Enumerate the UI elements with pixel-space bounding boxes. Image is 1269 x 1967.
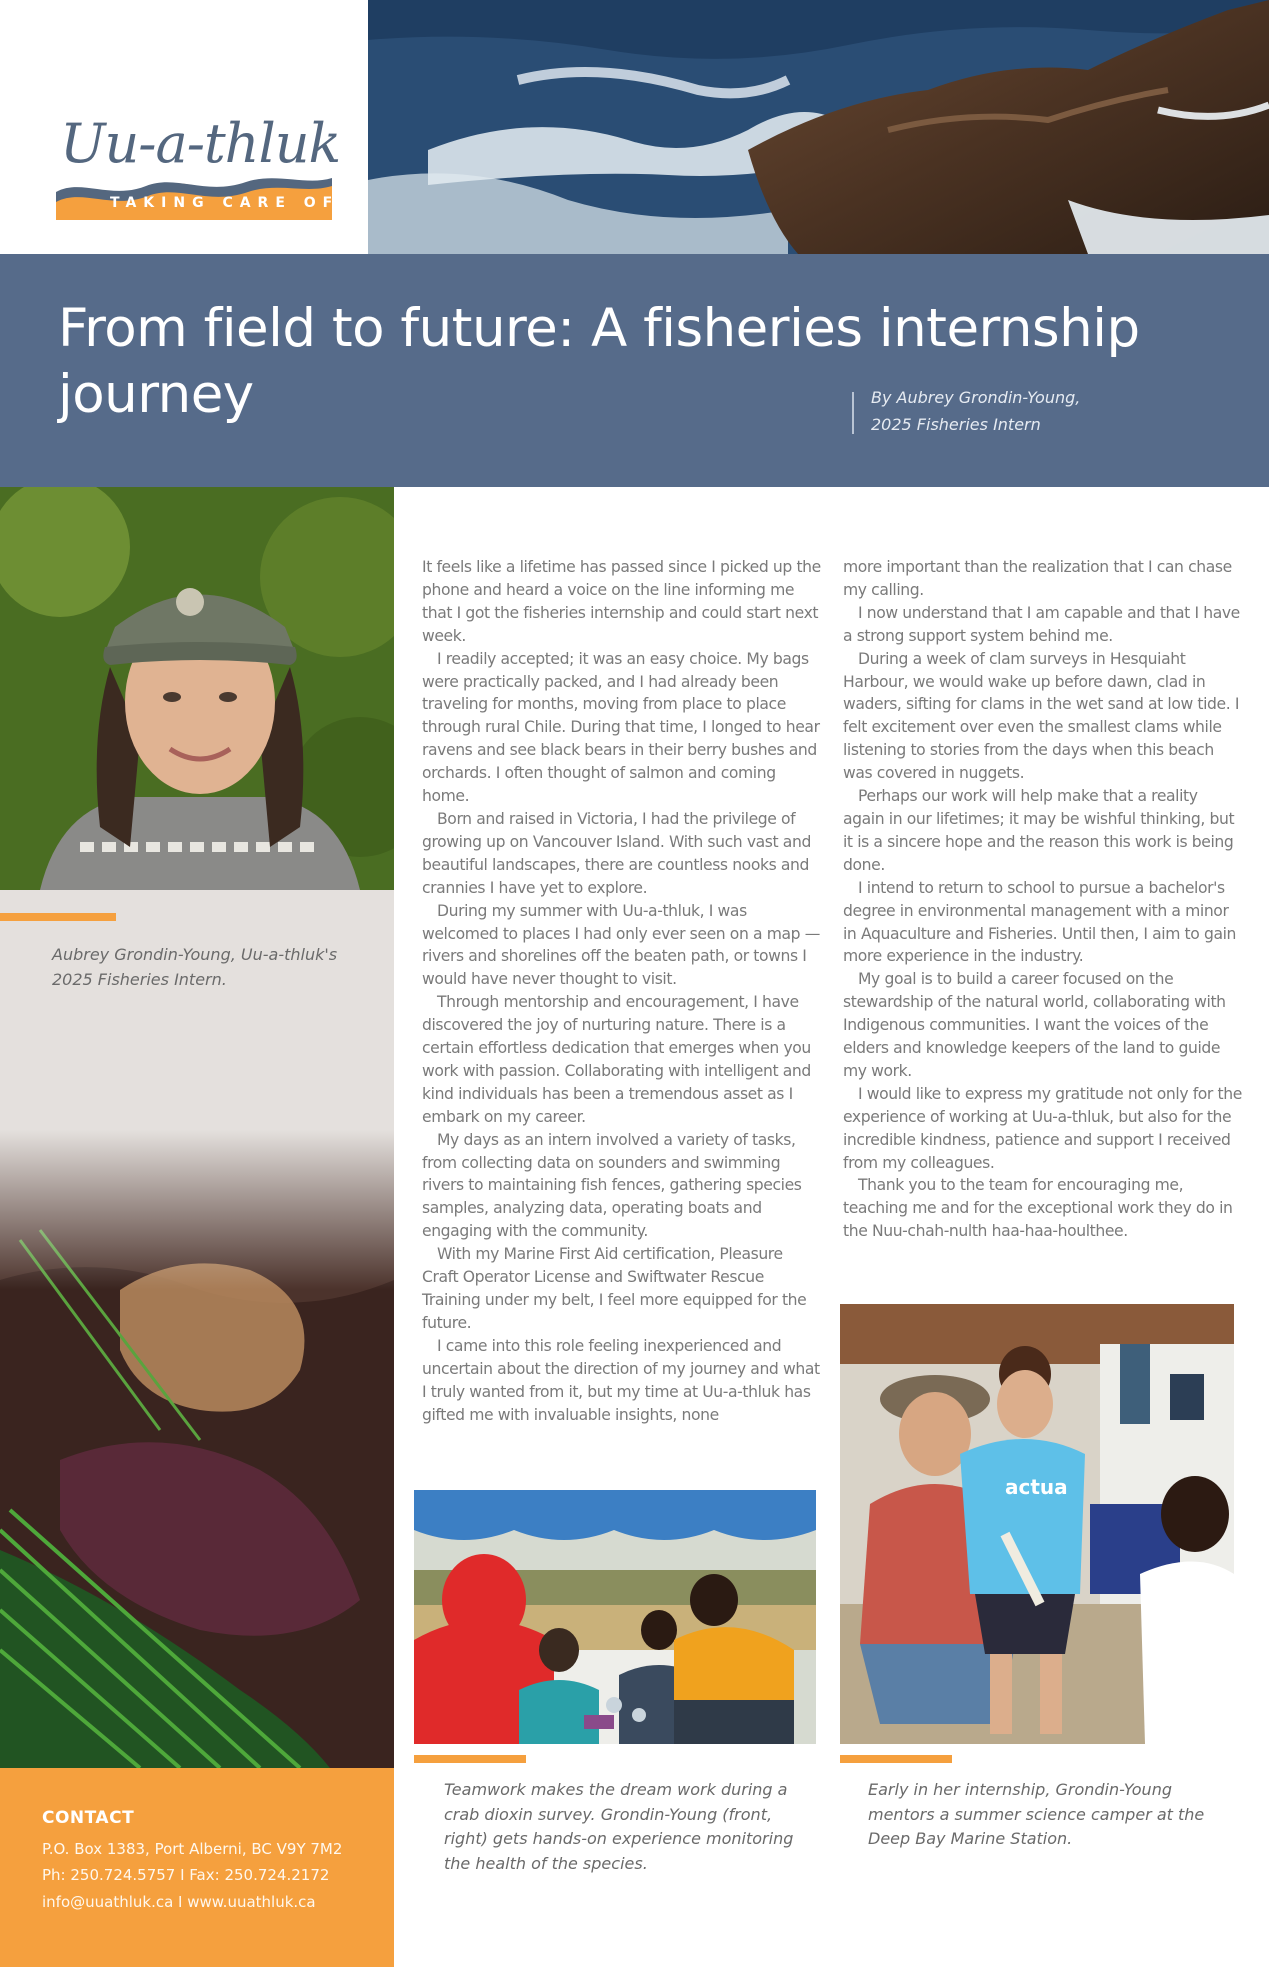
portrait-illustration [0, 487, 394, 890]
article-paragraph: I intend to return to school to pursue a bachelor's degree in environmental management with a minor in Aquaculture and Fisheries. Until then, I aim to gain more experience in the industry. [843, 878, 1237, 966]
article-paragraph: My goal is to build a career focused on the stewardship of the natural world, collaborating with Indigenous communities. I want the voices of the elders and knowledge keepers of the land to guide my work. [843, 970, 1226, 1080]
article-paragraph: During a week of clam surveys in Hesquiaht Harbour, we would wake up before dawn, clad in waders, sifting for clams in the wet sand at low tide. I felt excitement over even the smallest clams while listening to stories from the days when this beach was covered in nuggets. [843, 649, 1240, 783]
article-paragraph: Through mentorship and encouragement, I have discovered the joy of nurturing nature. There is a certain effortless dedication that emerges when you work with passion. Collaborating with intelligent and kind individuals has been a tremendous asset as I embark on my career. [422, 993, 811, 1126]
crab-survey-illustration [414, 1490, 816, 1744]
camp-photo-caption: Early in her internship, Grondin-Young mentors a summer science camper at the Deep Bay Marine Station. [868, 1780, 1205, 1848]
contact-email-web: info@uuathluk.ca I www.uuathluk.ca [42, 1893, 316, 1911]
crab-survey-photo [414, 1490, 816, 1744]
article-title: From field to future: A fisheries internship journey [58, 298, 1140, 425]
article-paragraph: During my summer with Uu-a-thluk, I was welcomed to places I had only ever seen on a map — rivers and shorelines off the beaten path, or towns I would have never thought to visit. [422, 901, 820, 989]
contact-title: CONTACT [42, 1808, 135, 1828]
byline-divider [852, 392, 854, 434]
contact-phone-fax: Ph: 250.724.5757 I Fax: 250.724.2172 [42, 1866, 330, 1884]
article-column-1 [422, 556, 822, 1426]
seaweed-illustration [0, 1130, 394, 1768]
article-paragraph: I now understand that I am capable and that I have a strong support system behind me. [843, 603, 1240, 645]
article-paragraph: Thank you to the team for encouraging me, teaching me and for the exceptional work they do in the Nuu-chah-nulth haa-haa-houlthee. [843, 1176, 1233, 1241]
article-column-2 [843, 556, 1243, 1243]
article-paragraph: I would like to express my gratitude not only for the experience of working at Uu-a-thluk, but also for the incredible kindness, patience and support I received from my colleagues. [843, 1084, 1242, 1172]
byline-author: By Aubrey Grondin-Young, [871, 388, 1081, 407]
article-paragraph: I came into this role feeling inexperienced and uncertain about the direction of my journey and what I truly wanted from it, but my time at Uu-a-thluk has gifted me with invaluable insights, none [422, 1336, 820, 1424]
article-paragraph: Perhaps our work will help make that a reality again in our lifetimes; it may be wishful thinking, but it is a sincere hope and the reason this work is being done. [843, 787, 1235, 874]
science-camp-illustration [840, 1304, 1234, 1744]
crab-photo-caption: Teamwork makes the dream work during a crab dioxin survey. Grondin-Young (front, right) gets hands-on experience monitoring the health of the species. [444, 1780, 794, 1873]
byline-role: 2025 Fisheries Intern [871, 415, 1041, 434]
article-paragraph: Born and raised in Victoria, I had the privilege of growing up on Vancouver Island. With such vast and beautiful landscapes, there are countless nooks and crannies I have yet to explore. [422, 809, 811, 897]
article-paragraph: It feels like a lifetime has passed since I picked up the phone and heard a voice on the line informing me that I got the fisheries internship and could start next week. [422, 558, 821, 645]
camp-caption-accent [840, 1755, 952, 1763]
camp-shirt-logo: actua [1005, 1475, 1068, 1499]
portrait-caption-line-2: 2025 Fisheries Intern. [52, 970, 227, 989]
portrait-photo [0, 487, 394, 890]
crab-caption-accent [414, 1755, 526, 1763]
contact-address: P.O. Box 1383, Port Alberni, BC V9Y 7M2 [42, 1840, 343, 1858]
article-paragraph: My days as an intern involved a variety of tasks, from collecting data on sounders and swimming rivers to maintaining fish fences, gathering species samples, analyzing data, operating boats and engaging with the community. [422, 1130, 802, 1241]
logo-tagline: TAKING CARE OF [110, 195, 340, 211]
article-paragraph: I readily accepted; it was an easy choice. My bags were practically packed, and I had already been traveling for months, moving from place to place through rural Chile. During that time, I longed to hear ravens and see black bears in their berry bushes and orchards. I often thought of salmon and coming home. [422, 649, 820, 806]
article-byline [871, 384, 1080, 438]
hero-photo-illustration [368, 0, 1269, 254]
portrait-caption-line-1: Aubrey Grondin-Young, Uu-a-thluk's [52, 945, 338, 964]
hero-photo-rocky-shore [368, 0, 1269, 254]
seaweed-photo [0, 1130, 394, 1768]
portrait-caption-accent [0, 913, 116, 921]
science-camp-photo [840, 1304, 1234, 1744]
article-paragraph: more important than the realization that I can chase my calling. [843, 558, 1232, 599]
article-paragraph: With my Marine First Aid certification, Pleasure Craft Operator License and Swiftwater Rescue Training under my belt, I feel more equipped for the future. [422, 1245, 807, 1332]
portrait-caption [52, 942, 372, 992]
logo-wordmark: Uu-a-thluk [60, 112, 341, 175]
